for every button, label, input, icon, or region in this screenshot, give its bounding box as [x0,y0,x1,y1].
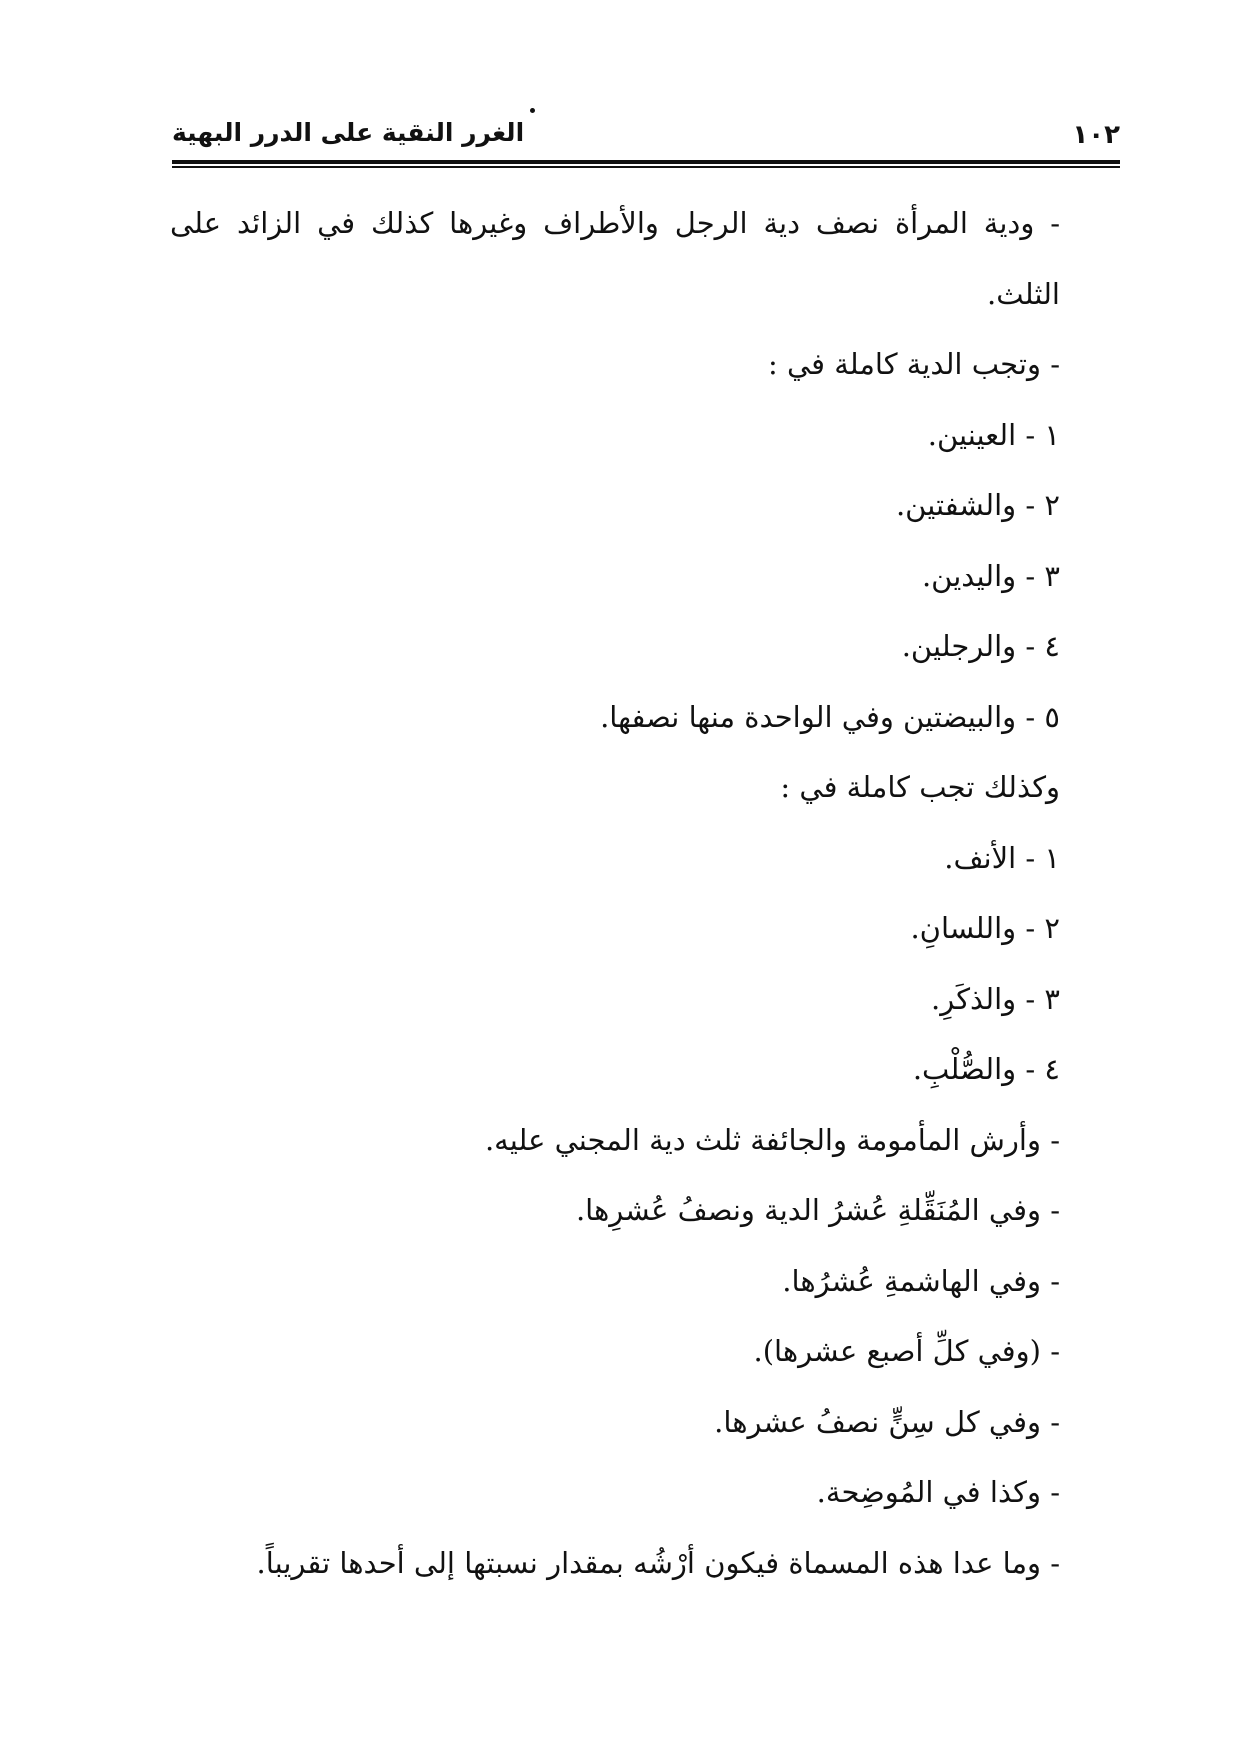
list-item: ٢ - واللسانِ. [910,911,1060,945]
dot-mark [530,108,535,113]
paragraph-line: - (وفي كلِّ أصبع عشرها). [753,1334,1060,1368]
paragraph-line: - وأرش المأمومة والجائفة ثلث دية المجني عليه. [484,1122,1060,1157]
list-item: ٢ - والشفتين. [895,488,1060,522]
list-item: ٣ - والذكَرِ. [931,981,1060,1016]
header-rule [172,160,1120,168]
paragraph-line: - وفي المُنَقِّلةِ عُشرُ الدية ونصفُ عُشرِها. [575,1193,1060,1227]
paragraph-line: - ودية المرأة نصف دية الرجل والأطراف وغيرها كذلك في الزائد على [170,206,1060,240]
page-number: ١٠٢ [1072,120,1120,150]
paragraph-line: - وتجب الدية كاملة في : [767,347,1060,381]
paragraph-line: - وما عدا هذه المسماة فيكون أرْشُه بمقدار نسبتها إلى أحدها تقريباً. [256,1545,1060,1580]
paragraph-line: وكذلك تجب كاملة في : [780,770,1060,804]
running-title: الغرر النقية على الدرر البهية [172,118,525,147]
list-item: ٥ - والبيضتين وفي الواحدة منها نصفها. [600,699,1060,734]
list-item: ٣ - واليدين. [921,558,1060,593]
page-header [172,108,1120,164]
list-item: ٤ - والرجلين. [901,629,1060,663]
header-rule-thin [172,166,1120,168]
paragraph-line: - وفي كل سِنٍّ نصفُ عشرها. [714,1404,1060,1439]
paragraph-line: الثلث. [987,276,1060,311]
header-rule-thick [172,160,1120,164]
body-text [170,188,1060,1598]
paragraph-line: - وكذا في المُوضِحة. [816,1475,1060,1509]
list-item: ١ - العينين. [927,417,1060,452]
list-item: ٤ - والصُّلْبِ. [912,1052,1060,1086]
list-item: ١ - الأنف. [944,840,1060,875]
paragraph-line: - وفي الهاشمةِ عُشرُها. [782,1263,1060,1298]
